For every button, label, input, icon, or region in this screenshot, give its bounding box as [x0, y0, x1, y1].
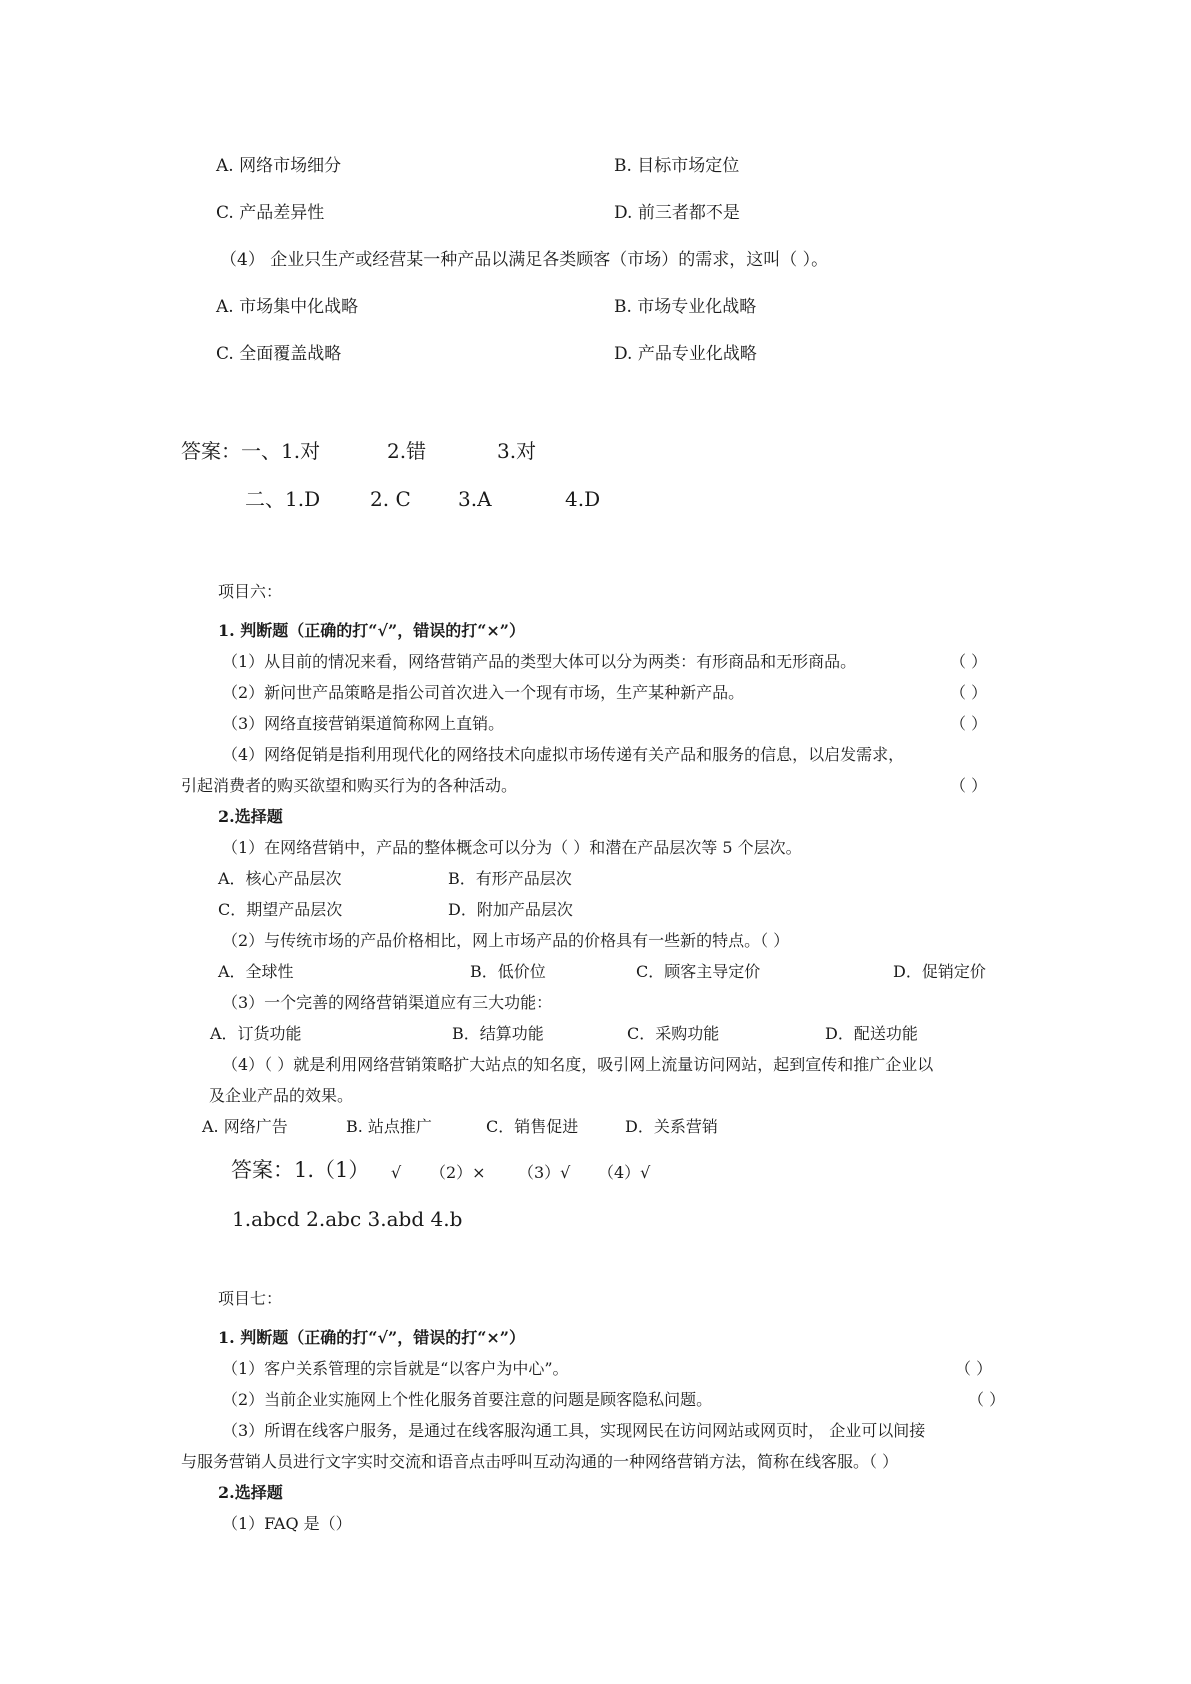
- question-stem: （2）与传统市场的产品价格相比，网上市场产品的价格具有一些新的特点。（ ）: [222, 931, 790, 950]
- section-heading: 1. 判断题（正确的打“√”，错误的打“×”）: [218, 621, 526, 640]
- option-c: C．采购功能: [627, 1024, 720, 1043]
- answer-mark: （3）√: [518, 1163, 571, 1182]
- answer-item: 2. C: [370, 487, 411, 511]
- option-a: A．订货功能: [210, 1024, 302, 1043]
- answer-item: 4.D: [565, 487, 601, 511]
- option-b: B. 目标市场定位: [614, 156, 740, 176]
- option-c: C. 产品差异性: [216, 203, 325, 223]
- option-c: C．顾客主导定价: [636, 962, 761, 981]
- answer-blank: （ ）: [950, 683, 988, 702]
- answer-item: 2.错: [387, 439, 427, 463]
- answer-blank: （ ）: [950, 714, 988, 733]
- judge-item-cont: 与服务营销人员进行文字实时交流和语音点击呼叫互动沟通的一种网络营销方法，简称在线客服。（ ）: [181, 1452, 899, 1471]
- option-d: D. 产品专业化战略: [614, 344, 757, 364]
- answer-blank: （ ）: [955, 1359, 993, 1378]
- option-b: B. 站点推广: [346, 1117, 432, 1136]
- answer-item: 3.A: [458, 487, 492, 511]
- option-b: B．结算功能: [452, 1024, 544, 1043]
- judge-item: （4）网络促销是指利用现代化的网络技术向虚拟市场传递有关产品和服务的信息，以启发需求，: [222, 745, 905, 764]
- answer-mark: √: [391, 1163, 402, 1182]
- option-c: C. 全面覆盖战略: [216, 344, 342, 364]
- judge-item: （2）新问世产品策略是指公司首次进入一个现有市场，生产某种新产品。: [222, 683, 745, 702]
- judge-item-cont: 引起消费者的购买欲望和购买行为的各种活动。: [181, 776, 518, 795]
- answer-item: 二、1.D: [245, 487, 321, 511]
- section-heading: 2.选择题: [218, 807, 283, 826]
- option-c: C．销售促进: [486, 1117, 579, 1136]
- option-b: B. 市场专业化战略: [614, 297, 757, 317]
- answer-blank: （ ）: [950, 776, 988, 795]
- section-title: 项目六：: [218, 582, 283, 601]
- question-stem: （4）（ ）就是利用网络营销策略扩大站点的知名度，吸引网上流量访问网站，起到宣传和推广企业以: [222, 1055, 934, 1074]
- question-stem: （4） 企业只生产或经营某一种产品以满足各类顾客（市场）的需求，这叫（ ）。: [220, 250, 829, 270]
- question-stem: （1）在网络营销中，产品的整体概念可以分为（ ）和潜在产品层次等 5 个层次。: [222, 838, 802, 857]
- answer-line: 1.abcd 2.abc 3.abd 4.b: [232, 1207, 463, 1231]
- question-stem: （3）一个完善的网络营销渠道应有三大功能：: [222, 993, 553, 1012]
- question-stem: （1）FAQ 是（）: [222, 1514, 352, 1533]
- answer-blank: （ ）: [950, 652, 988, 671]
- option-a: A. 市场集中化战略: [216, 297, 359, 317]
- section-title: 项目七：: [218, 1289, 283, 1308]
- option-a: A．核心产品层次: [218, 869, 342, 888]
- section-heading: 2.选择题: [218, 1483, 283, 1502]
- judge-item: （3）网络直接营销渠道简称网上直销。: [222, 714, 505, 733]
- option-b: B．低价位: [470, 962, 546, 981]
- option-d: D. 前三者都不是: [614, 203, 740, 223]
- answer-label: 答案：1.（1）: [231, 1158, 370, 1182]
- option-d: D．关系营销: [625, 1117, 718, 1136]
- judge-item: （3）所谓在线客户服务，是通过在线客服沟通工具，实现网民在访问网站或网页时， 企业可以间接: [222, 1421, 926, 1440]
- answer-item: 答案：一、1.对: [181, 439, 321, 463]
- option-b: B．有形产品层次: [448, 869, 572, 888]
- option-d: D．附加产品层次: [448, 900, 573, 919]
- option-a: A．全球性: [218, 962, 294, 981]
- judge-item: （1）从目前的情况来看，网络营销产品的类型大体可以分为两类：有形商品和无形商品。: [222, 652, 857, 671]
- option-d: D．促销定价: [893, 962, 986, 981]
- answer-mark: （2）×: [430, 1163, 486, 1182]
- answer-blank: （ ）: [968, 1390, 1006, 1409]
- question-stem-cont: 及企业产品的效果。: [209, 1086, 354, 1105]
- option-a: A. 网络广告: [202, 1117, 288, 1136]
- judge-item: （2）当前企业实施网上个性化服务首要注意的问题是顾客隐私问题。: [222, 1390, 713, 1409]
- judge-item: （1）客户关系管理的宗旨就是“以客户为中心”。: [222, 1359, 569, 1378]
- option-d: D．配送功能: [825, 1024, 918, 1043]
- option-c: C．期望产品层次: [218, 900, 343, 919]
- option-a: A. 网络市场细分: [216, 156, 342, 176]
- section-heading: 1. 判断题（正确的打“√”，错误的打“×”）: [218, 1328, 526, 1347]
- answer-item: 3.对: [497, 439, 537, 463]
- answer-mark: （4）√: [598, 1163, 651, 1182]
